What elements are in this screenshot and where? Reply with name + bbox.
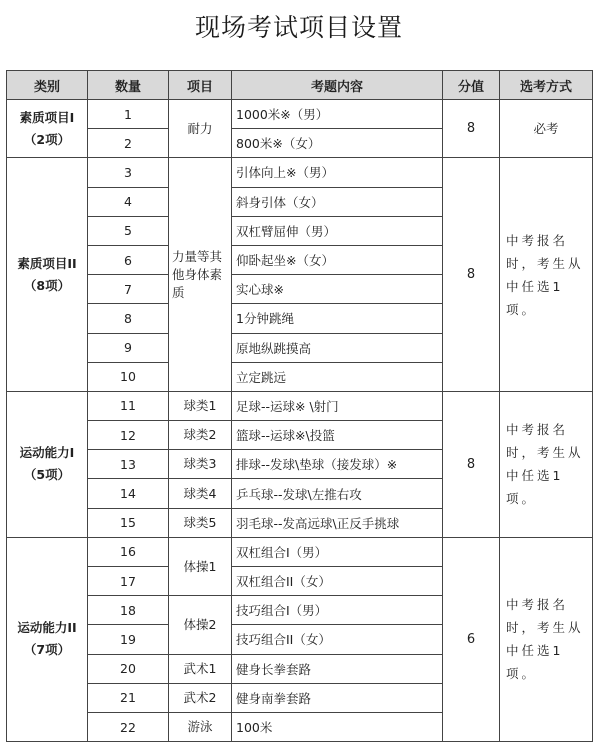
row-number: 3 bbox=[88, 158, 169, 187]
content-cell: 技巧组合II（女） bbox=[232, 625, 443, 654]
row-number: 1 bbox=[88, 100, 169, 129]
row-number: 10 bbox=[88, 362, 169, 391]
content-cell: 篮球--运球※\投篮 bbox=[232, 421, 443, 450]
category-cell bbox=[7, 158, 88, 392]
content-cell: 双杠臂屈伸（男） bbox=[232, 216, 443, 245]
row-number: 17 bbox=[88, 567, 169, 596]
item-cell: 力量等其他身体素质 bbox=[169, 158, 232, 392]
exam-items-table bbox=[6, 70, 593, 742]
row-number: 14 bbox=[88, 479, 169, 508]
item-cell: 球类3 bbox=[169, 450, 232, 479]
category-cell bbox=[7, 100, 88, 158]
row-number: 15 bbox=[88, 508, 169, 537]
header-content: 考题内容 bbox=[232, 71, 443, 100]
header-item: 项目 bbox=[169, 71, 232, 100]
header-score: 分值 bbox=[443, 71, 500, 100]
row-number: 13 bbox=[88, 450, 169, 479]
item-cell: 武术2 bbox=[169, 683, 232, 712]
table-row bbox=[7, 158, 593, 187]
content-cell: 排球--发球\垫球（接发球）※ bbox=[232, 450, 443, 479]
item-cell: 球类4 bbox=[169, 479, 232, 508]
table-row bbox=[7, 391, 593, 420]
row-number: 22 bbox=[88, 712, 169, 741]
header-method: 选考方式 bbox=[500, 71, 593, 100]
category-count: （5项） bbox=[23, 467, 71, 483]
header-count: 数量 bbox=[88, 71, 169, 100]
table-row bbox=[7, 100, 593, 129]
row-number: 12 bbox=[88, 421, 169, 450]
row-number: 4 bbox=[88, 187, 169, 216]
content-cell: 100米 bbox=[232, 712, 443, 741]
content-cell: 乒乓球--发球\左推右攻 bbox=[232, 479, 443, 508]
item-cell: 耐力 bbox=[169, 100, 232, 158]
category-name: 运动能力II bbox=[17, 620, 77, 636]
row-number: 16 bbox=[88, 537, 169, 566]
row-number: 7 bbox=[88, 275, 169, 304]
table-row bbox=[7, 537, 593, 566]
item-cell: 游泳 bbox=[169, 712, 232, 741]
category-count: （2项） bbox=[23, 131, 71, 147]
content-cell: 引体向上※（男） bbox=[232, 158, 443, 187]
row-number: 11 bbox=[88, 391, 169, 420]
method-cell: 中考报名时，考生从中任选1项。 bbox=[500, 537, 593, 741]
item-cell: 球类2 bbox=[169, 421, 232, 450]
category-cell bbox=[7, 537, 88, 741]
content-cell: 原地纵跳摸高 bbox=[232, 333, 443, 362]
score-cell: 8 bbox=[443, 100, 500, 158]
content-cell: 1000米※（男） bbox=[232, 100, 443, 129]
page-title: 现场考试项目设置 bbox=[194, 13, 403, 42]
row-number: 8 bbox=[88, 304, 169, 333]
content-cell: 羽毛球--发高远球\正反手挑球 bbox=[232, 508, 443, 537]
item-cell: 球类1 bbox=[169, 391, 232, 420]
content-cell: 斜身引体（女） bbox=[232, 187, 443, 216]
content-cell: 800米※（女） bbox=[232, 129, 443, 158]
row-number: 18 bbox=[88, 596, 169, 625]
item-cell: 武术1 bbox=[169, 654, 232, 683]
item-cell: 球类5 bbox=[169, 508, 232, 537]
table-header-row bbox=[7, 71, 593, 100]
content-cell: 足球--运球※ \射门 bbox=[232, 391, 443, 420]
method-cell: 中考报名时，考生从中任选1项。 bbox=[500, 391, 593, 537]
content-cell: 实心球※ bbox=[232, 275, 443, 304]
content-cell: 健身南拳套路 bbox=[232, 683, 443, 712]
item-cell: 体操2 bbox=[169, 596, 232, 654]
category-name: 素质项目II bbox=[17, 255, 77, 271]
category-count: （8项） bbox=[23, 277, 71, 293]
row-number: 2 bbox=[88, 129, 169, 158]
category-name: 素质项目I bbox=[19, 109, 75, 125]
row-number: 20 bbox=[88, 654, 169, 683]
row-number: 9 bbox=[88, 333, 169, 362]
score-cell: 8 bbox=[443, 391, 500, 537]
method-cell: 必考 bbox=[500, 100, 593, 158]
header-category: 类别 bbox=[7, 71, 88, 100]
category-count: （7项） bbox=[23, 642, 71, 658]
row-number: 5 bbox=[88, 216, 169, 245]
content-cell: 1分钟跳绳 bbox=[232, 304, 443, 333]
content-cell: 健身长拳套路 bbox=[232, 654, 443, 683]
item-cell: 体操1 bbox=[169, 537, 232, 595]
content-cell: 技巧组合I（男） bbox=[232, 596, 443, 625]
row-number: 6 bbox=[88, 245, 169, 274]
content-cell: 双杠组合I（男） bbox=[232, 537, 443, 566]
category-cell bbox=[7, 391, 88, 537]
score-cell: 8 bbox=[443, 158, 500, 392]
row-number: 19 bbox=[88, 625, 169, 654]
content-cell: 立定跳远 bbox=[232, 362, 443, 391]
content-cell: 仰卧起坐※（女） bbox=[232, 245, 443, 274]
method-cell: 中考报名时，考生从中任选1项。 bbox=[500, 158, 593, 392]
score-cell: 6 bbox=[443, 537, 500, 741]
row-number: 21 bbox=[88, 683, 169, 712]
category-name: 运动能力I bbox=[19, 445, 75, 461]
content-cell: 双杠组合II（女） bbox=[232, 567, 443, 596]
